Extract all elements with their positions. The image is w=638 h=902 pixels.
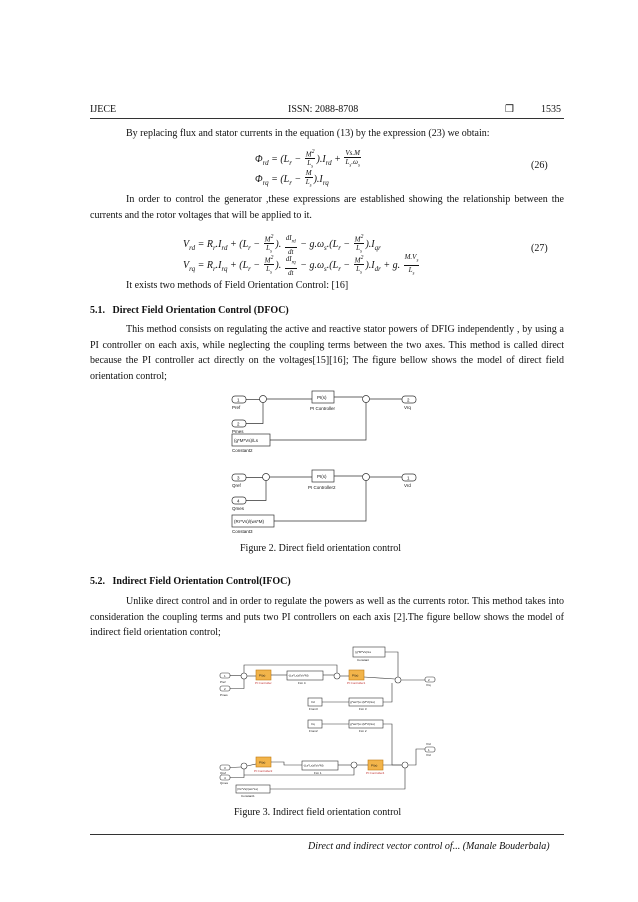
section-5-2-paragraph: Unlike direct control and in order to regulate the powers as well as the currents rotor. This method takes into consideration the coupling terms and puts two PI controllers on each axis [2].The figure bellow shows the model of indirect field orientation control; <box>90 596 564 638</box>
fig2-sum-1 <box>260 396 267 403</box>
paragraph-2: In order to control the generator ,these expressions are established showing the relationship between the currents and the rotor voltages that will be applied to it. <box>90 194 564 221</box>
svg-text:2: 2 <box>407 397 410 403</box>
svg-text:Qmes: Qmes <box>220 781 229 785</box>
svg-text:g*ws*(Lr-(M^2)/Ls): g*ws*(Lr-(M^2)/Ls) <box>350 700 375 704</box>
svg-text:Pmes: Pmes <box>232 429 244 434</box>
equation-26-number: (26) <box>531 160 548 171</box>
svg-text:(Vs*Vs)/(ws*Ls): (Vs*Vs)/(ws*Ls) <box>237 787 259 791</box>
figure-3-caption: Figure 3. Indirect field orientation control <box>234 807 402 818</box>
fig2-sum-3 <box>263 474 270 481</box>
fig3-sum-1 <box>241 673 247 679</box>
equation-26-line1: $\Phi_{rd} = (L_r$ − $\frac{M^2}{L_s}$ )$.I_{rd}$ + $\frac{Vs.M}{L_s.\omega_s}$ <box>255 149 360 170</box>
svg-text:Fcn 4: Fcn 4 <box>298 681 306 685</box>
footer-rule <box>90 834 564 835</box>
svg-text:(g*M*Vs)/Ls: (g*M*Vs)/Ls <box>234 438 259 443</box>
page-number: 1535 <box>541 104 561 115</box>
svg-text:2: 2 <box>224 687 226 691</box>
equation-27-line1: $V_{rd} = R_r.I_{rd} + (L_r$ − $\frac{M^2}{L_s}$ ). $\frac{dI_{rd}}{dt}$ − $g.\omega_s.(L_r$ − $\frac{M^2}{L_s}$ )$.I_{qr}$ <box>183 234 381 256</box>
svg-text:Constant: Constant <box>357 658 370 662</box>
svg-text:PI(s): PI(s) <box>317 395 327 400</box>
svg-text:1: 1 <box>407 475 410 481</box>
fig3-sum-2 <box>334 673 340 679</box>
fig3-outport-1 <box>425 677 435 682</box>
svg-text:Irq: Irq <box>311 722 315 726</box>
svg-text:g*ws*(Lr-(M^2)/Ls): g*ws*(Lr-(M^2)/Ls) <box>350 722 375 726</box>
fig3-outport-2 <box>425 747 435 752</box>
issn: ISSN: 2088-8708 <box>288 104 359 115</box>
svg-text:(Rr*Vs)/(ws*M): (Rr*Vs)/(ws*M) <box>234 519 264 524</box>
svg-text:PI Controller: PI Controller <box>310 406 336 411</box>
section-5-1-heading: 5.1. Direct Field Orientation Control (DFOC) <box>90 305 289 316</box>
equation-26-line2: $\Phi_{rq} = (L_r$ − $\frac{M}{L_s}$ )$.I_{rq}$ <box>255 169 329 189</box>
svg-text:-(Ls*Ls)/(Vs*M): -(Ls*Ls)/(Vs*M) <box>288 673 309 678</box>
svg-text:Fcn 3: Fcn 3 <box>359 707 367 711</box>
fig3-sum-6 <box>402 762 408 768</box>
svg-text:From2: From2 <box>309 729 318 733</box>
footer-text: Direct and indirect vector control of... (Manale Bouderbala) <box>308 841 550 852</box>
svg-text:3: 3 <box>237 475 240 481</box>
paragraph-3: It exists two methods of Field Orientation Control: [16] <box>126 280 349 291</box>
equation-27-number: (27) <box>531 243 548 254</box>
svg-text:4: 4 <box>224 776 226 780</box>
svg-text:PI(s): PI(s) <box>259 760 266 765</box>
svg-text:Constant2: Constant2 <box>232 448 253 453</box>
figure-3-diagram <box>216 643 446 798</box>
figure-2-diagram <box>226 388 426 538</box>
equation-27-line2: $V_{rq} = R_r.I_{rq} + (L_r$ − $\frac{M^2}{L_s}$ ). $\frac{dI_{rq}}{dt}$ − $g.\omega_s.(L_r$ − $\frac{M^2}{L_s}$ )$.I_{dr} + g$. $\frac{M.V_s}{L_s}$ <box>183 253 419 277</box>
svg-text:Fcn 1: Fcn 1 <box>314 771 322 775</box>
svg-text:Pref: Pref <box>232 405 241 410</box>
svg-text:PI(s): PI(s) <box>259 673 266 678</box>
svg-text:Vrq: Vrq <box>404 405 411 410</box>
svg-text:Pmes: Pmes <box>220 693 228 697</box>
section-5-1-paragraph: This method consists on regulating the active and reactive stator powers of DFIG independently , by using a PI controller on each axis, while neglecting the coupling terms between the two axes. This method is called direct because the PI controller act directly on the voltages[15][16]; The figure bellow shows the model of direct field orientation control; <box>90 324 564 382</box>
journal-name: IJECE <box>90 104 117 115</box>
fig2-sum-2 <box>363 396 370 403</box>
svg-text:2: 2 <box>237 421 240 427</box>
svg-text:Vrq: Vrq <box>426 683 431 687</box>
svg-text:PI(s): PI(s) <box>352 673 359 678</box>
svg-text:PI Controller1: PI Controller1 <box>347 681 366 685</box>
paragraph-1: By replacing flux and stator currents in the equation (13) by the expression (23) we obtain: <box>126 128 490 139</box>
svg-text:3: 3 <box>224 766 226 770</box>
svg-text:-(Ls*Ls)/(Vs*M): -(Ls*Ls)/(Vs*M) <box>303 763 324 768</box>
svg-text:Constant1: Constant1 <box>241 794 255 798</box>
svg-text:PI(s): PI(s) <box>371 763 378 768</box>
svg-text:Pref: Pref <box>220 680 226 684</box>
svg-text:PI Controller2: PI Controller2 <box>308 485 336 490</box>
svg-text:4: 4 <box>237 498 240 504</box>
svg-text:1: 1 <box>237 397 240 403</box>
header-rule <box>90 118 564 119</box>
svg-text:Qref: Qref <box>232 483 241 488</box>
svg-text:Ird: Ird <box>311 700 315 704</box>
fig3-sum-4 <box>241 763 247 769</box>
svg-text:Vrd: Vrd <box>404 483 411 488</box>
svg-text:PI Controller2: PI Controller2 <box>254 769 273 773</box>
fig3-sum-3 <box>395 677 401 683</box>
svg-text:Fcn 2: Fcn 2 <box>359 729 367 733</box>
box-symbol-icon: ❒ <box>505 104 514 115</box>
svg-text:Constant3: Constant3 <box>232 529 253 534</box>
svg-text:(g*M*Vs)/Ls: (g*M*Vs)/Ls <box>355 650 372 654</box>
svg-text:Vrd: Vrd <box>426 742 431 746</box>
fig2-sum-4 <box>363 474 370 481</box>
svg-text:From3: From3 <box>309 707 318 711</box>
svg-text:PI Controller4: PI Controller4 <box>366 771 385 775</box>
figure-2-caption: Figure 2. Direct field orientation control <box>240 543 402 554</box>
svg-text:Vrd: Vrd <box>426 753 431 757</box>
svg-text:Qref: Qref <box>220 771 226 775</box>
svg-text:PI(s): PI(s) <box>317 474 327 479</box>
svg-text:1: 1 <box>428 748 430 752</box>
svg-text:Qmes: Qmes <box>232 506 245 511</box>
fig3-sum-5 <box>351 762 357 768</box>
svg-text:1: 1 <box>224 674 226 678</box>
svg-text:PI Controller: PI Controller <box>255 681 272 685</box>
svg-text:2: 2 <box>428 678 430 682</box>
section-5-2-heading: 5.2. Indirect Field Orientation Control(IFOC) <box>90 576 291 587</box>
